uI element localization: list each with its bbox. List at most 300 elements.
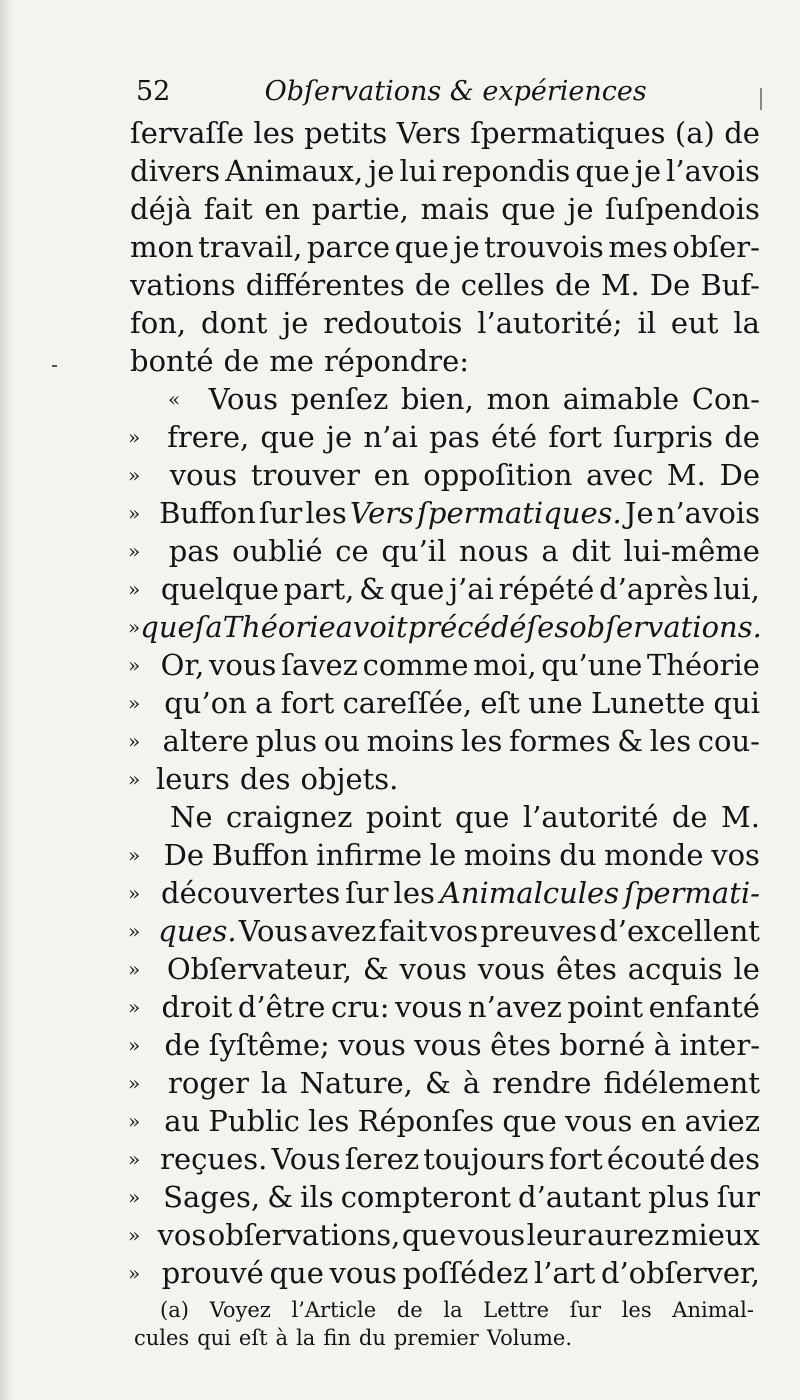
body-text [130, 114, 760, 1292]
word: j’ai [449, 572, 494, 606]
text-line [130, 1140, 760, 1178]
word: Nature, [299, 1066, 413, 1100]
word: formes [509, 724, 611, 758]
word: répondre: [323, 344, 470, 378]
quote-mark: » [128, 767, 141, 791]
word: craignez [226, 800, 353, 834]
word: vous [399, 952, 467, 986]
word: qu’il [381, 534, 447, 568]
word: répété [498, 572, 595, 606]
text-line [130, 836, 760, 874]
word: qu’une [541, 648, 643, 682]
word: l’autorité [522, 800, 659, 834]
word: moins [366, 724, 455, 758]
text-line [130, 266, 760, 304]
word: mon [130, 230, 194, 264]
word: pas [168, 534, 220, 568]
word: Animalcules [439, 876, 620, 910]
word: oublié [232, 534, 323, 568]
word: De [163, 838, 205, 872]
word: oppoſition [423, 458, 573, 492]
word: Théorie [646, 648, 760, 682]
text-line [130, 494, 760, 532]
text-line [130, 608, 760, 646]
text-line [130, 912, 760, 950]
quote-mark: » [128, 501, 141, 525]
word: je [567, 192, 594, 226]
word: déjà [130, 192, 193, 226]
word: ſervaſſe [130, 116, 245, 150]
word: ſes [526, 610, 570, 644]
word: lui-même [623, 534, 760, 568]
word: de [554, 268, 591, 302]
word: petits [304, 116, 388, 150]
word: altere [162, 724, 250, 758]
word: Vous [271, 1142, 341, 1176]
word: eut [670, 306, 719, 340]
word: monde [604, 838, 704, 872]
word: été [491, 420, 537, 454]
word: découvertes [161, 876, 341, 910]
word: vous [457, 1218, 526, 1252]
word: que [501, 192, 556, 226]
word: parce [306, 230, 391, 264]
footnote-word: ſur [569, 1298, 602, 1322]
word: roger [168, 1066, 249, 1100]
footnote-word: la [443, 1298, 463, 1322]
text-line [130, 950, 760, 988]
footnote [134, 1296, 754, 1352]
word: ſur [258, 496, 303, 530]
word: travail, [198, 230, 303, 264]
text-line [130, 190, 760, 228]
word: rendre [492, 1066, 592, 1100]
word: moins [463, 838, 552, 872]
word: Buffon [159, 496, 256, 530]
word: vous [414, 1028, 482, 1062]
word: mieux [670, 1218, 760, 1252]
page-number: 52 [136, 76, 171, 107]
text-line [130, 874, 760, 912]
word: vos [157, 1218, 207, 1252]
word: Or, [160, 648, 205, 682]
word: fort [548, 420, 602, 454]
word: leurs [156, 762, 230, 796]
word: M. [600, 268, 640, 302]
text-line [130, 456, 760, 494]
word: vous [395, 990, 463, 1024]
word: fait [203, 192, 253, 226]
footnote-word: du [358, 1326, 386, 1350]
footnote-word: eſt [238, 1326, 268, 1350]
word: écouté [606, 1142, 706, 1176]
footnote-word: cules [134, 1326, 190, 1350]
word: l’avois [666, 154, 760, 188]
footnote-word: qui [197, 1326, 231, 1350]
word: comme [362, 648, 469, 682]
word: d’obſerver, [600, 1256, 760, 1290]
quote-mark: » [128, 957, 141, 981]
text-line [130, 1178, 760, 1216]
quote-mark: » [128, 1033, 141, 1057]
word: d’être [237, 990, 326, 1024]
page-header [136, 72, 656, 112]
word: l’art [533, 1256, 596, 1290]
word: vous [329, 1256, 397, 1290]
footnote-word: fin [323, 1326, 351, 1350]
word: n’avois [656, 496, 760, 530]
quote-mark: » [128, 1185, 141, 1209]
word: Obſervateur, [166, 952, 353, 986]
word: plus [255, 724, 318, 758]
word: n’avez [467, 990, 562, 1024]
word: prouvé [161, 1256, 264, 1290]
quote-mark: » [128, 1071, 141, 1095]
word: leur [526, 1218, 586, 1252]
word: ſpermati- [624, 876, 760, 910]
word: Je [624, 496, 654, 530]
word: au [164, 1104, 201, 1138]
word: Vous [208, 382, 278, 416]
quote-mark: » [128, 615, 141, 639]
word: que [502, 1104, 557, 1138]
word: cru: [330, 990, 390, 1024]
word: fait [378, 914, 428, 948]
text-line [130, 760, 760, 798]
word: bonté [130, 344, 214, 378]
word: une [528, 686, 583, 720]
word: pas [429, 420, 480, 454]
word: Vers [396, 116, 461, 150]
word: Réponſes [357, 1104, 495, 1138]
word: poſſédez [402, 1256, 529, 1290]
footnote-word: Voyez [209, 1298, 271, 1322]
word: moi, [473, 648, 537, 682]
word: précédé [407, 610, 527, 644]
page-edge-shadow [0, 0, 14, 1400]
word: je [368, 154, 395, 188]
margin-mark [52, 365, 57, 367]
word: qui [713, 686, 760, 720]
text-line [130, 228, 760, 266]
quote-mark: » [128, 729, 141, 753]
word: ſur [345, 876, 389, 910]
quote-mark: » [128, 1147, 141, 1171]
footnote-word: à [275, 1326, 289, 1350]
word: cou- [697, 724, 760, 758]
word: que [140, 610, 195, 644]
text-line [130, 722, 760, 760]
word: ſa [194, 610, 223, 644]
word: je [326, 420, 353, 454]
word: celles [460, 268, 545, 302]
word: M. [721, 800, 760, 834]
word: Lunette [590, 686, 706, 720]
word: eſt [480, 686, 520, 720]
word: ſurpris [613, 420, 713, 454]
word: trouver [250, 458, 360, 492]
quote-mark: » [128, 1223, 141, 1247]
word: point [365, 800, 442, 834]
word: enfanté [648, 990, 760, 1024]
word: obſervations, [207, 1218, 401, 1252]
word: aviez [684, 1104, 760, 1138]
word: d’après [599, 572, 709, 606]
running-head: Obſervations & expériences [264, 76, 647, 107]
quote-mark: » [128, 653, 141, 677]
word: trouvois [484, 230, 604, 264]
word: êtes [556, 952, 617, 986]
word: Animaux, [225, 154, 364, 188]
quote-mark: » [128, 995, 141, 1019]
word: & [359, 572, 385, 606]
word: des [709, 1142, 760, 1176]
word: vous [169, 458, 238, 492]
word: n’ai [363, 420, 418, 454]
word: mais [420, 192, 490, 226]
word: de [671, 800, 708, 834]
footnote-line [134, 1324, 754, 1352]
word: M. [666, 458, 706, 492]
margin-mark [760, 88, 762, 110]
word: mes [608, 230, 668, 264]
word: ſavez [281, 648, 358, 682]
text-line [130, 342, 760, 380]
word: qu’on [164, 686, 247, 720]
footnote-word: l’Article [291, 1298, 377, 1322]
text-line [130, 684, 760, 722]
quote-mark: » [128, 881, 141, 905]
word: vous [477, 952, 546, 986]
text-line [130, 152, 760, 190]
word: redoutois [323, 306, 463, 340]
word: des [239, 762, 291, 796]
word: vous [209, 648, 277, 682]
word: ques. [158, 914, 237, 948]
word: que [575, 154, 630, 188]
word: le [733, 952, 760, 986]
word: ce [335, 534, 369, 568]
word: a [541, 534, 559, 568]
word: lui [399, 154, 437, 188]
word: me [269, 344, 314, 378]
text-line [130, 1026, 760, 1064]
word: Con- [691, 382, 760, 416]
word: Public [208, 1104, 300, 1138]
word: de [724, 116, 760, 150]
word: ſyſtême; [208, 1028, 330, 1062]
word: les [649, 724, 692, 758]
text-line [130, 798, 760, 836]
word: que [269, 1256, 324, 1290]
word: ils [300, 1180, 334, 1214]
word: aimable [562, 382, 680, 416]
word: fon, [130, 306, 187, 340]
word: ſuſpendois [605, 192, 760, 226]
word: que [454, 800, 510, 834]
word: Vers [349, 496, 415, 530]
quote-mark: » [128, 539, 141, 563]
word: droit [161, 990, 233, 1024]
word: toujours [423, 1142, 545, 1176]
word: fort [280, 686, 335, 720]
word: d’autant [518, 1180, 642, 1214]
quote-mark: » [128, 1109, 141, 1133]
text-line [130, 1216, 760, 1254]
word: (a) [674, 116, 715, 150]
word: avoit [335, 610, 408, 644]
text-line [130, 418, 760, 456]
word: que [260, 420, 315, 454]
word: les [393, 876, 435, 910]
word: la [261, 1066, 288, 1100]
word: je [282, 306, 309, 340]
quote-mark: » [128, 691, 141, 715]
word: fort [549, 1142, 603, 1176]
word: je [634, 154, 662, 188]
word: borné [559, 1028, 646, 1062]
word: en [640, 1104, 677, 1138]
quote-mark: » [128, 1261, 141, 1285]
word: careſſée, [342, 686, 473, 720]
word: fidélement [603, 1066, 760, 1100]
footnote-word: les [621, 1298, 652, 1322]
word: acquis [627, 952, 723, 986]
word: je [453, 230, 480, 264]
word: ſur [716, 1180, 760, 1214]
footnote-word: premier [393, 1326, 479, 1350]
word: infirme [316, 838, 422, 872]
word: vous [338, 1028, 406, 1062]
word: Buf- [700, 268, 760, 302]
word: penſez [290, 382, 389, 416]
word: bien, [400, 382, 474, 416]
quote-mark: » [128, 577, 141, 601]
word: en [264, 192, 301, 226]
word: avec [586, 458, 654, 492]
word: plus [648, 1180, 710, 1214]
word: De [649, 268, 691, 302]
quote-mark: » [128, 919, 141, 943]
word: en [373, 458, 410, 492]
word: aurez [587, 1218, 670, 1252]
word: obſer- [672, 230, 760, 264]
word: ſpermatiques. [417, 496, 622, 530]
word: de [414, 268, 451, 302]
word: lui, [713, 572, 760, 606]
footnote-line [134, 1296, 754, 1324]
word: point [567, 990, 644, 1024]
text-line [130, 1102, 760, 1140]
word: avez [310, 914, 377, 948]
footnote-word: la [296, 1326, 316, 1350]
text-line [130, 380, 760, 418]
word: partie, [311, 192, 409, 226]
word: les [308, 1104, 350, 1138]
word: nous [459, 534, 529, 568]
word: de [164, 1028, 201, 1062]
word: & [362, 952, 389, 986]
word: vations [130, 268, 236, 302]
word: reçues. [160, 1142, 268, 1176]
word: le [429, 838, 457, 872]
quote-mark: » [128, 425, 141, 449]
quote-mark: » [128, 463, 141, 487]
quote-mark: « [168, 387, 181, 411]
word: les [253, 116, 295, 150]
word: les [305, 496, 347, 530]
word: a [255, 686, 273, 720]
word: les [461, 724, 503, 758]
word: que [394, 230, 449, 264]
word: repondis [441, 154, 571, 188]
word: ſpermatiques [470, 116, 666, 150]
word: êtes [490, 1028, 552, 1062]
word: quelque [160, 572, 279, 606]
text-line [130, 988, 760, 1026]
word: obſervations. [569, 610, 762, 644]
word: Ne [170, 800, 213, 834]
word: compteront [340, 1180, 511, 1214]
word: vos [711, 838, 760, 872]
word: de [724, 420, 760, 454]
word: ſerez [344, 1142, 420, 1176]
word: dont [201, 306, 268, 340]
word: dit [571, 534, 611, 568]
word: divers [130, 154, 221, 188]
word: du [559, 838, 597, 872]
word: à [462, 1066, 481, 1100]
text-line [130, 1064, 760, 1102]
quote-mark: » [128, 843, 141, 867]
word: objets. [300, 762, 399, 796]
text-line [130, 570, 760, 608]
word: & [267, 1180, 294, 1214]
word: que [389, 572, 445, 606]
word: part, [283, 572, 355, 606]
text-line [130, 1254, 760, 1292]
word: il [637, 306, 657, 340]
footnote-word: Animal- [672, 1298, 754, 1322]
text-line [130, 114, 760, 152]
word: la [733, 306, 760, 340]
footnote-word: Volume. [486, 1326, 572, 1350]
word: Théorie [222, 610, 336, 644]
footnote-word: Lettre [483, 1298, 550, 1322]
text-line [130, 646, 760, 684]
text-line [130, 304, 760, 342]
word: à [653, 1028, 672, 1062]
word: Buffon [211, 838, 309, 872]
word: d’excellent [599, 914, 760, 948]
word: différentes [245, 268, 405, 302]
word: l’autorité; [477, 306, 623, 340]
word: vos [429, 914, 479, 948]
word: frere, [167, 420, 250, 454]
word: de [223, 344, 260, 378]
word: Sages, [163, 1180, 261, 1214]
word: mon [486, 382, 551, 416]
word: que [401, 1218, 457, 1252]
word: inter- [679, 1028, 760, 1062]
word: ou [323, 724, 360, 758]
word: Vous [238, 914, 309, 948]
word: vous [564, 1104, 633, 1138]
word: De [719, 458, 760, 492]
word: & [617, 724, 644, 758]
word: preuves [480, 914, 598, 948]
text-line [130, 532, 760, 570]
